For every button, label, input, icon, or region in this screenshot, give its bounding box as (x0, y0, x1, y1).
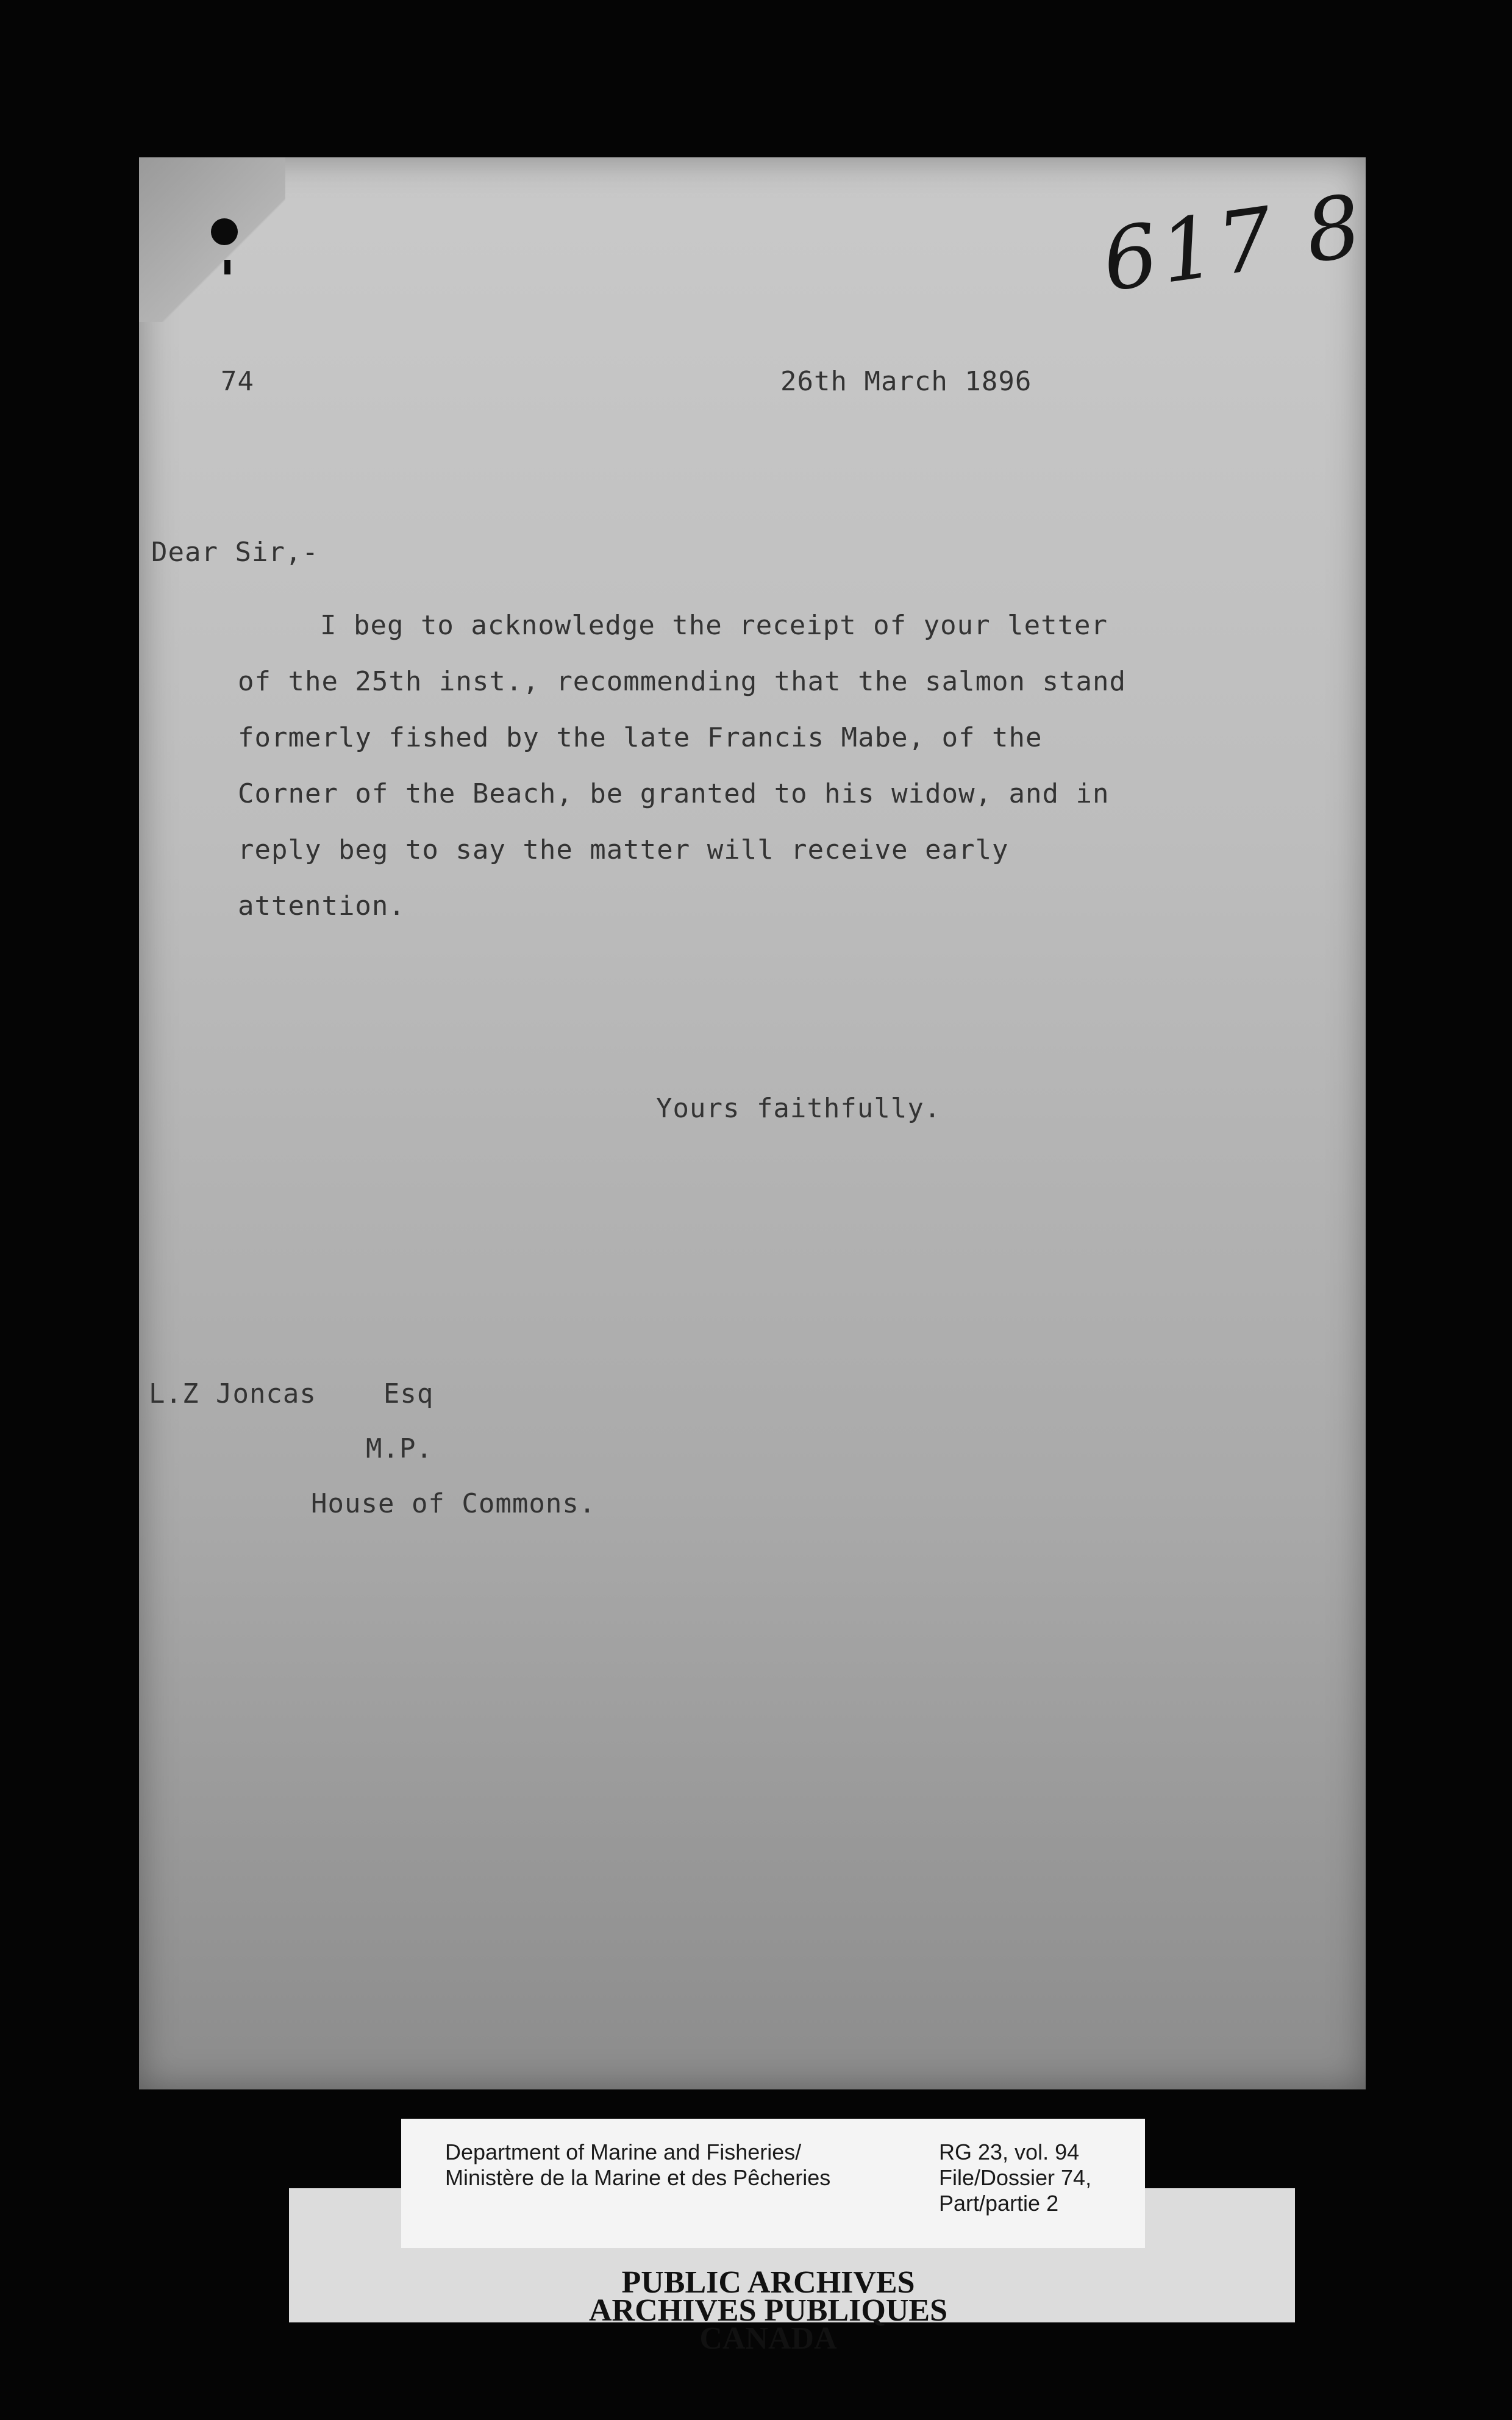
department-label: Department of Marine and Fisheries/ Ministère de la Marine et des Pêcheries (445, 2139, 831, 2190)
salutation: Dear Sir,- (151, 537, 319, 568)
letter-date: 26th March 1896 (780, 366, 1032, 397)
recipient-title: M.P. (366, 1433, 433, 1464)
public-archives-label: PUBLIC ARCHIVES ARCHIVES PUBLIQUES CANADA (588, 2265, 948, 2356)
punch-hole (211, 218, 238, 245)
closing: Yours faithfully. (656, 1093, 941, 1124)
handwritten-page-number: 617 8 (1096, 176, 1371, 312)
folded-corner (139, 157, 285, 322)
letter-body: I beg to acknowledge the receipt of your letter of the 25th inst., recommending that the salmon stand formerly fished by the late Francis Mabe, of the Corner of the Beach, be granted to his widow, and in reply beg to say the matter will receive early attention. (238, 610, 1126, 922)
punch-slot (224, 260, 230, 274)
recipient-organization: House of Commons. (311, 1488, 596, 1519)
reference-label: RG 23, vol. 94 File/Dossier 74, Part/partie 2 (939, 2139, 1092, 2216)
recipient-name: L.Z Joncas Esq (149, 1378, 434, 1409)
file-number: 74 (221, 366, 254, 397)
